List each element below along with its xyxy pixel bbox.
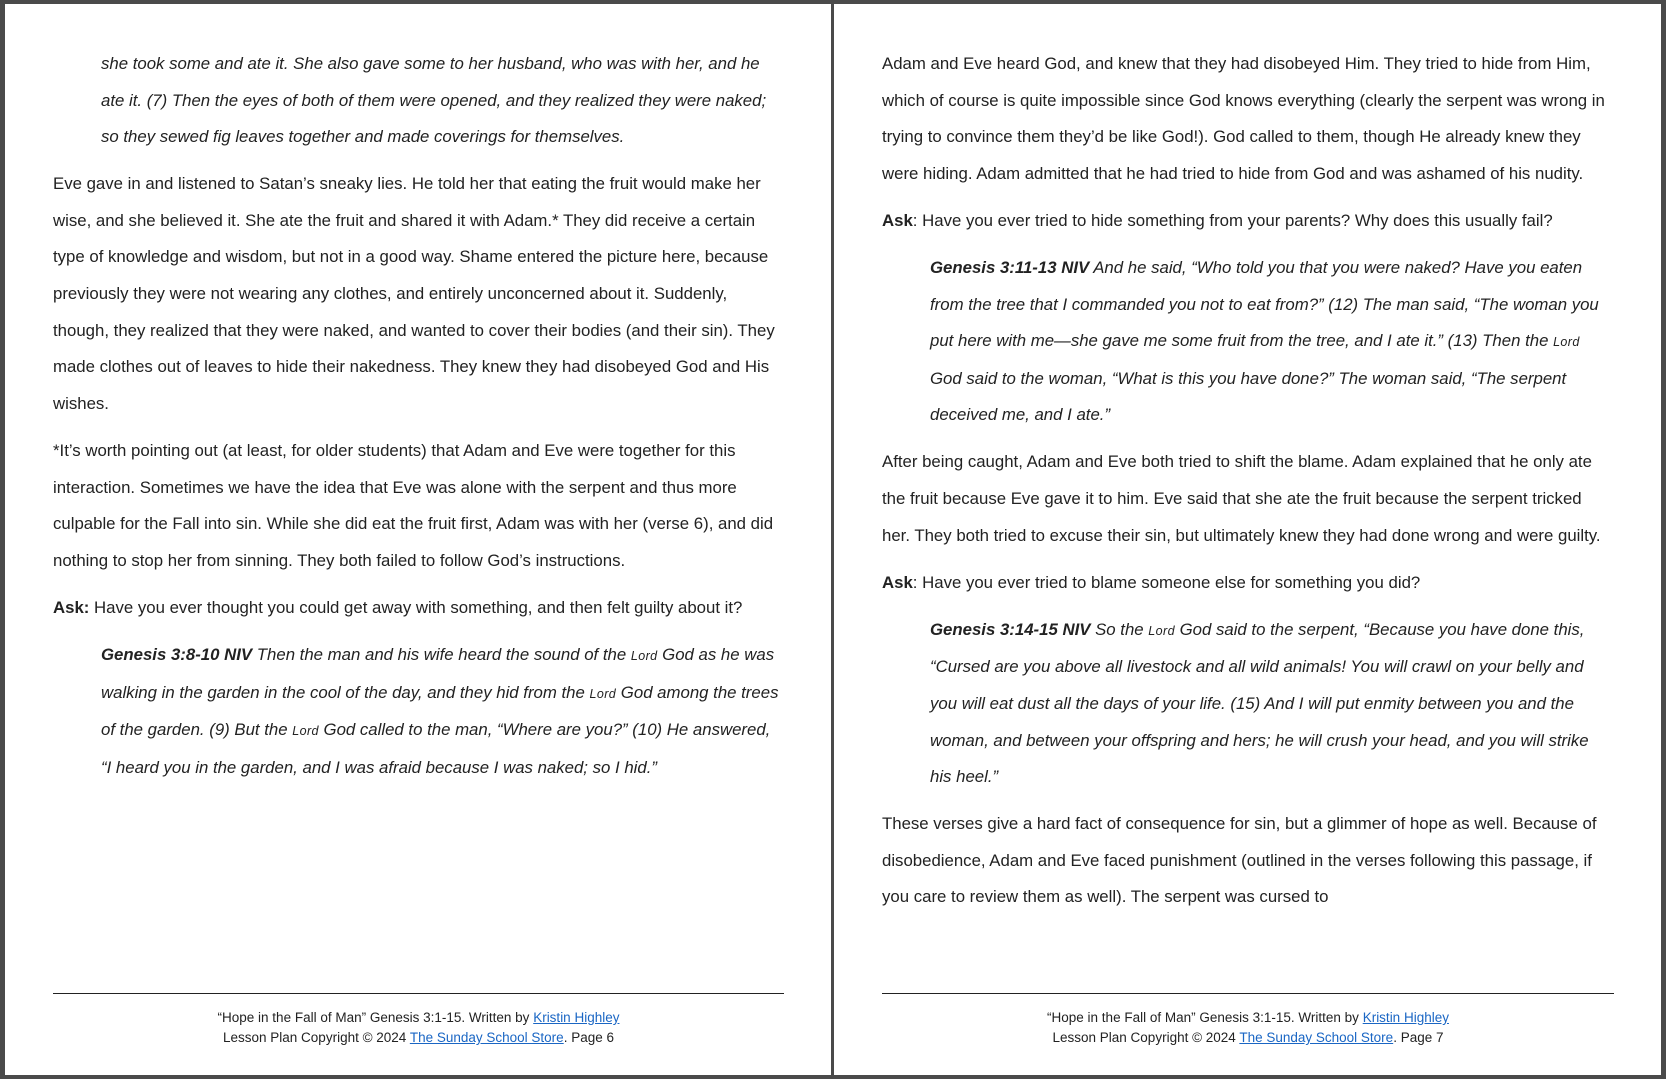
page-number: . Page 7 (1393, 1030, 1444, 1045)
small-caps-lord: Lord (1553, 335, 1580, 350)
small-caps-lord: Lord (1148, 623, 1175, 638)
ask-question (53, 590, 784, 627)
ask-text: Have you ever thought you could get away with something, and then felt guilty about it? (89, 597, 743, 617)
footer-credit-text: “Hope in the Fall of Man” Genesis 3:1-15. Written by (217, 1010, 534, 1025)
quote-text: So the (1090, 619, 1149, 639)
footer-copyright-text: Lesson Plan Copyright © 2024 (223, 1030, 410, 1045)
document-page-7 (834, 4, 1661, 1075)
ask-text: : Have you ever tried to blame someone else for something you did? (912, 572, 1421, 592)
footer-credit-text: “Hope in the Fall of Man” Genesis 3:1-15. Written by (1047, 1010, 1363, 1025)
document-page-6 (5, 4, 831, 1075)
quote-text: Then the man and his wife heard the sound of the (252, 644, 631, 664)
ask-text: : Have you ever tried to hide something from your parents? Why does this usually fail? (912, 210, 1553, 230)
scripture-quote (101, 637, 784, 786)
small-caps-lord: Lord (589, 686, 617, 701)
quote-text: God called to the man, “Where are you?” (10) He answered, “I heard you in the garden, and I was afraid because I was naked; so I hid.” (101, 720, 771, 777)
store-link[interactable]: The Sunday School Store (1239, 1030, 1394, 1045)
body-paragraph: These verses give a hard fact of consequence for sin, but a glimmer of hope as well. Because of disobedience, Adam and Eve faced punishment (outlined in the verses following this passage, if you care to review them as well). The serpent was cursed to (882, 814, 1597, 907)
quote-text: God said to the woman, “What is this you have done?” The woman said, “The serpent deceived me, and I ate.” (930, 368, 1567, 425)
body-paragraph: Eve gave in and listened to Satan’s sneaky lies. He told her that eating the fruit would make her wise, and she believed it. She ate the fruit and shared it with Adam.* They did receive a certain type of knowledge and wisdom, but not in a good way. Shame entered the picture here, because previously they were not wearing any clothes, and entirely unconcerned about it. Suddenly, though, they realized that they were naked, and wanted to cover their bodies (and their sin). They made clothes out of leaves to hide their nakedness. They knew they had disobeyed God and His wishes. (53, 174, 775, 413)
ask-label: Ask (882, 572, 913, 592)
ask-label: Ask (882, 210, 913, 230)
page-footer (53, 1008, 784, 1048)
footer-copyright-text: Lesson Plan Copyright © 2024 (1052, 1030, 1240, 1045)
quote-text: And he said, “Who told you that you were naked? Have you eaten from the tree that I commanded you not to eat from?” (12) The man said, “The woman you put here with me—she gave me some fruit from the tree, and I ate it.” (13) Then the (930, 257, 1599, 351)
store-link[interactable]: The Sunday School Store (409, 1030, 564, 1045)
scripture-quote (930, 612, 1614, 796)
scripture-reference: Genesis 3:8-10 NIV (101, 644, 253, 664)
quote-text: God among the trees of the garden. (9) But the (101, 682, 779, 740)
quote-text: God said to the serpent, “Because you have done this, “Cursed are you above all livestock and all wild animals! You will crawl on your belly and you will eat dust all the days of your life. (15) And I will put enmity between you and the woman, and between your offspring and hers; he will crush your head, and you will strike his heel.” (930, 619, 1589, 787)
footer-line-2 (53, 1028, 784, 1048)
body-paragraph: After being caught, Adam and Eve both tried to shift the blame. Adam explained that he only ate the fruit because Eve gave it to him. Eve said that she ate the fruit because the serpent tricked her. They both tried to excuse their sin, but ultimately knew they had done wrong and were guilty. (882, 452, 1601, 545)
ask-label: Ask: (53, 597, 90, 617)
scripture-reference: Genesis 3:11-13 NIV (930, 257, 1090, 277)
footer-divider (53, 993, 784, 994)
author-link[interactable]: Kristin Highley (533, 1010, 620, 1025)
small-caps-lord: Lord (292, 724, 319, 739)
scripture-reference: Genesis 3:14-15 NIV (930, 619, 1091, 639)
body-paragraph: *It’s worth pointing out (at least, for older students) that Adam and Eve were together for this interaction. Sometimes we have the idea that Eve was alone with the serpent and thus more culpable for the Fall into sin. While she did eat the fruit first, Adam was with her (verse 6), and did nothing to stop her from sinning. They both failed to follow God’s instructions. (53, 440, 774, 570)
ask-question (882, 203, 1614, 240)
body-paragraph: Adam and Eve heard God, and knew that they had disobeyed Him. They tried to hide from Him, which of course is quite impossible since God knows everything (clearly the serpent was wrong in trying to convince them they’d be like God!). God called to them, though He already knew they were hiding. Adam admitted that he had tried to hide from God and was ashamed of his nudity. (882, 54, 1605, 183)
footer-line-2 (882, 1028, 1614, 1048)
quote-text: she took some and ate it. She also gave some to her husband, who was with her, and he ate it. (7) Then the eyes of both of them were opened, and they realized they were naked; so they sewed fig leaves together and made coverings for themselves. (101, 54, 767, 147)
scripture-quote (101, 46, 784, 156)
page-content (53, 46, 784, 797)
small-caps-lord: Lord (630, 648, 658, 663)
page-footer (882, 1008, 1614, 1048)
author-link[interactable]: Kristin Highley (1362, 1010, 1449, 1025)
footer-divider (882, 993, 1614, 994)
page-content (882, 46, 1614, 927)
ask-question (882, 565, 1614, 602)
page-number: . Page 6 (563, 1030, 614, 1045)
footer-line-1 (882, 1008, 1614, 1028)
scripture-quote (930, 250, 1614, 434)
footer-line-1 (53, 1008, 784, 1028)
quote-text: God as he was walking in the garden in the cool of the day, and they hid from the (101, 644, 775, 702)
